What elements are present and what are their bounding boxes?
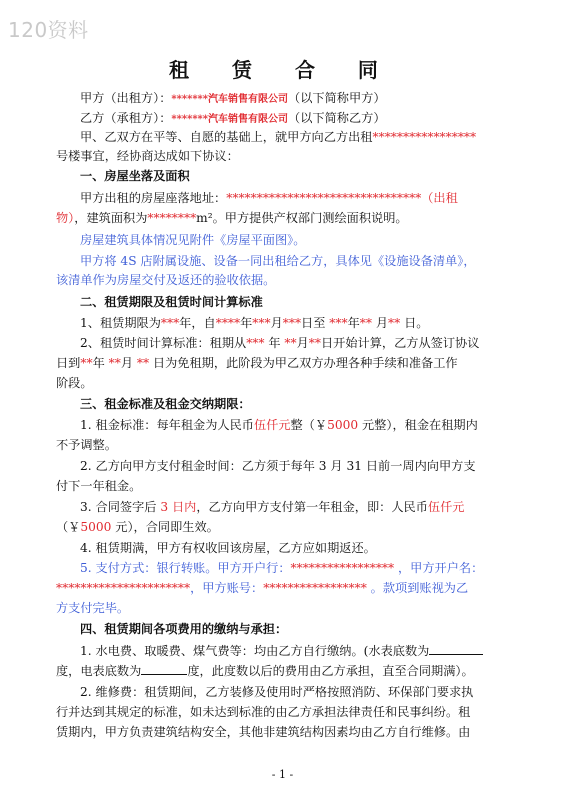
intro-line-1 (80, 129, 476, 145)
party-b-label: 乙方（承租方）： (80, 111, 172, 125)
s2-text: 月 (120, 356, 137, 370)
s3-para-2b: 付下一年租金。 (56, 479, 142, 493)
s2-text: 2、租赁时间计算标准：租期从 (80, 336, 247, 350)
s2-text: 年 (264, 336, 285, 350)
s2-mask: *** (160, 316, 180, 330)
s3-text: 1. 租金标准：每年租金为人民币 (80, 418, 254, 432)
s3-account-name-mask: ********************** (56, 581, 191, 595)
s1-line-1 (80, 190, 458, 206)
s4-para-2c: 赁期内，甲方负责建筑结构安全，其他非建筑结构因素均由乙方自行维修。由 (56, 725, 471, 739)
s2-mask: ** (80, 356, 93, 370)
party-b-suffix: （以下简称乙方） (288, 111, 386, 125)
s3-para-3b (56, 519, 219, 535)
s3-amount-number: 5000 (327, 418, 359, 432)
s2-mask: *** (329, 316, 348, 330)
s1-line-4: 甲方将 4S 店附属设施、设备一同出租给乙方，具体见《设施设备清单》， (80, 254, 476, 268)
section-4-heading: 四、租赁期间各项费用的缴纳与承担： (80, 622, 288, 636)
s3-text: 3. 合同签字后 (80, 500, 161, 514)
s1-area-label: ，建筑面积为 (74, 211, 148, 225)
s3-para-1b: 不予调整。 (56, 438, 117, 452)
s4-para-2b: 行并达到其规定的标准，如未达到标准的由乙方承担法律责任和民事纠纷。租 (56, 705, 471, 719)
s3-para-3 (80, 499, 464, 515)
s2-mask: *** (282, 316, 302, 330)
s4-text: 度，电表底数为 (56, 664, 142, 678)
s3-account-label: ，甲方账号： (190, 581, 264, 595)
contract-title: 租 赁 合 同 (169, 58, 396, 82)
s4-text: 度，此度数以后的费用由乙方承担，直至合同期满）。 (187, 664, 474, 678)
s2-mask: ** (108, 356, 121, 370)
s2-text: 日至 (301, 316, 330, 330)
s2-text: 年 (240, 316, 253, 330)
party-b-name: *******汽车销售有限公司 (171, 114, 289, 125)
s3-para-5 (80, 560, 483, 576)
party-a-label: 甲方（出租方）： (80, 91, 172, 105)
party-a-name: *******汽车销售有限公司 (171, 94, 289, 105)
s1-address-mask: ********************************（出租 (226, 191, 458, 205)
s2-line-3 (56, 355, 458, 371)
s3-text: （￥ (56, 520, 81, 534)
s1-address-label: 甲方出租的房屋座落地址： (80, 191, 227, 205)
intro-text: 甲、乙双方在平等、自愿的基础上，就甲方向乙方出租 (80, 130, 373, 144)
s1-area-note: m²。甲方提供产权部门测绘面积说明。 (196, 211, 408, 225)
s3-para-1 (80, 417, 478, 433)
s2-text: 日到 (56, 356, 81, 370)
section-2-heading: 二、租赁期限及租赁时间计算标准 (80, 295, 263, 309)
party-b-line (80, 110, 386, 128)
s3-text: ，乙方向甲方支付第一年租金，即：人民币 (196, 500, 428, 514)
s1-line-3: 房屋建筑具体情况见附件《房屋平面图》。 (80, 233, 306, 247)
s3-payment-label: 5. 支付方式：银行转账。甲方开户行： (80, 561, 291, 575)
s2-text: 年 (92, 356, 109, 370)
s1-area-mask: ******** (147, 211, 197, 225)
s3-account-name-label: ，甲方开户名： (394, 561, 484, 575)
s3-para-5b (56, 580, 468, 596)
s2-text: 日。 (400, 316, 429, 330)
intro-line-2: 号楼事宜，经协商达成如下协议： (56, 149, 239, 163)
s1-line-5: 该清单作为房屋交付及返还的验收依据。 (56, 273, 276, 287)
s3-amount-words: 伍仟元 (253, 418, 291, 432)
s2-mask: *** (246, 336, 265, 350)
s4-para-1b (56, 662, 474, 679)
watermark: 120资料 (8, 18, 89, 42)
s3-account-mask: ***************** (263, 581, 367, 595)
s2-mask: ** (136, 356, 150, 370)
s2-mask: ** (308, 336, 321, 350)
s3-para-4: 4. 租赁期满，甲方有权收回该房屋，乙方应如期返还。 (80, 541, 376, 555)
electric-meter-blank[interactable] (141, 662, 187, 675)
s2-text: 月 (296, 336, 309, 350)
s3-text: 元），合同即生效。 (111, 520, 219, 534)
water-meter-blank[interactable] (429, 642, 483, 655)
party-a-suffix: （以下简称甲方） (288, 91, 386, 105)
s2-mask: ** (388, 316, 401, 330)
s3-para-5c: 方支付完毕。 (56, 601, 130, 615)
s3-text: 。款项到账视为乙 (366, 581, 469, 595)
s2-line-2 (80, 335, 479, 351)
intro-mask: ***************** (372, 130, 477, 144)
s2-mask: ** (359, 316, 372, 330)
s2-text: 日开始计算，乙方从签订协议 (320, 336, 480, 350)
s4-para-1a (80, 642, 483, 659)
s1-object: 物） (56, 211, 75, 225)
s2-text: 日为免租期，此阶段为甲乙双方办理各种手续和准备工作 (149, 356, 458, 370)
section-3-heading: 三、租金标准及租金交纳期限： (80, 397, 251, 411)
s1-line-2 (56, 210, 408, 226)
s3-text: 整（￥ (290, 418, 328, 432)
s3-amount-number: 5000 (80, 520, 112, 534)
s2-text: 年，自 (179, 316, 216, 330)
section-1-heading: 一、房屋坐落及面积 (80, 169, 190, 183)
s3-amount-words: 伍仟元 (427, 500, 465, 514)
s2-mask: ** (284, 336, 297, 350)
s2-line-1 (80, 315, 428, 331)
s2-text: 月 (371, 316, 389, 330)
s3-text: 元整），租金在租期内 (358, 418, 478, 432)
s2-text: 1、租赁期限为 (80, 316, 161, 330)
s4-text: 1. 水电费、取暖费、煤气费等：均由乙方自行缴纳。(水表底数为 (80, 644, 430, 658)
s2-line-4: 阶段。 (56, 376, 93, 390)
s2-text: 月 (270, 316, 283, 330)
party-a-line (80, 90, 386, 108)
s4-para-2a: 2. 维修费：租赁期间，乙方装修及使用时严格按照消防、环保部门要求执 (80, 685, 474, 699)
s2-mask: *** (252, 316, 271, 330)
s3-bank-mask: ***************** (290, 561, 395, 575)
s3-para-2a: 2. 乙方向甲方支付租金时间：乙方须于每年 3 月 31 日前一周内向甲方支 (80, 459, 476, 473)
page-number: - 1 - (271, 768, 294, 781)
s2-text: 年 (347, 316, 360, 330)
s3-days: 3 日内 (160, 500, 197, 514)
s2-mask: **** (215, 316, 241, 330)
